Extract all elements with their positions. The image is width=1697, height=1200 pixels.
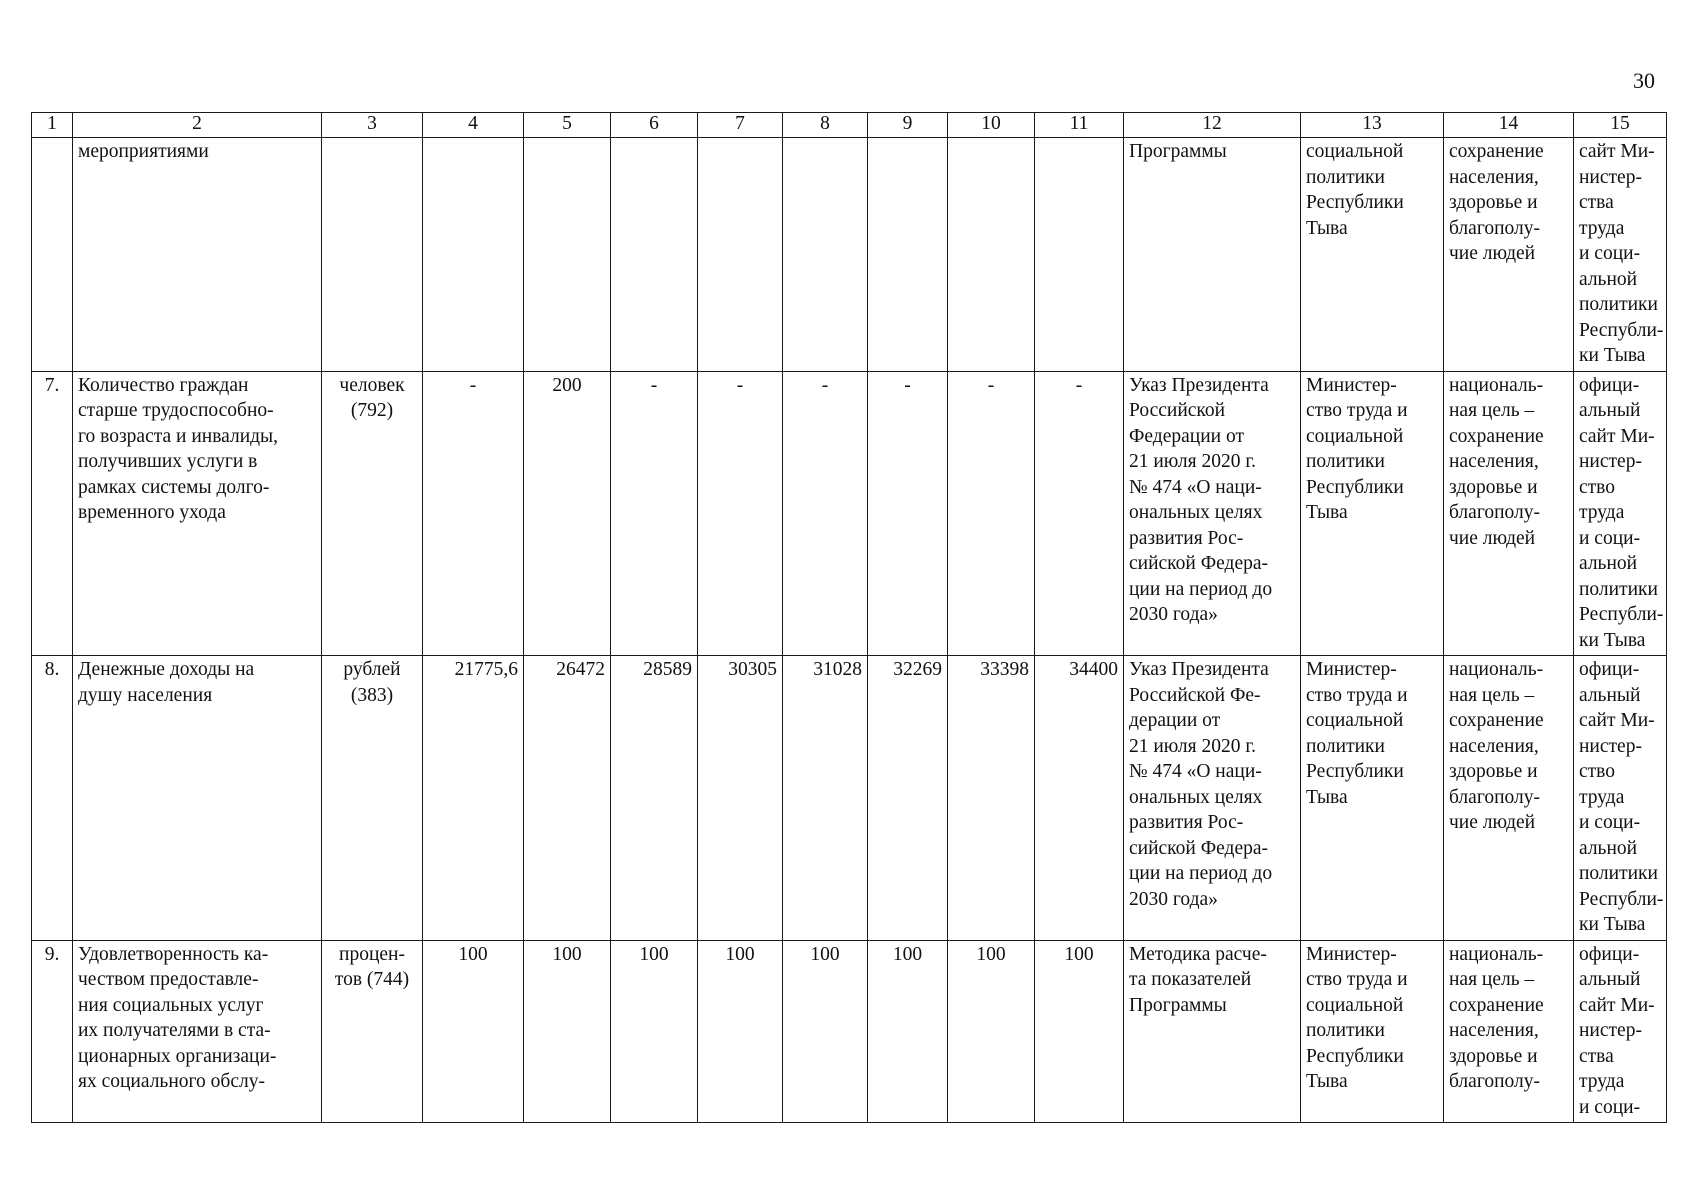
column-header: 10: [948, 113, 1035, 138]
value-cell: [524, 138, 611, 372]
value-cell: -: [611, 371, 698, 656]
column-header: 2: [73, 113, 322, 138]
value-cell: 100: [948, 940, 1035, 1123]
value-cell: -: [948, 371, 1035, 656]
value-cell: -: [698, 371, 783, 656]
value-cell: -: [868, 371, 948, 656]
value-cell: [948, 138, 1035, 372]
column-header: 12: [1124, 113, 1301, 138]
value-cell: [698, 138, 783, 372]
row-number-cell: 7.: [32, 371, 73, 656]
value-cell: 32269: [868, 656, 948, 941]
goal-cell: националь- ная цель – сохранение населения, здоровье и благополу- чие людей: [1444, 371, 1574, 656]
value-cell: 30305: [698, 656, 783, 941]
column-header: 5: [524, 113, 611, 138]
column-header: 11: [1035, 113, 1124, 138]
value-cell: [611, 138, 698, 372]
column-header: 4: [423, 113, 524, 138]
value-cell: 100: [524, 940, 611, 1123]
column-header: 8: [783, 113, 868, 138]
responsible-cell: Министер- ство труда и социальной политики Республики Тыва: [1301, 940, 1444, 1123]
source-cell: офици- альный сайт Ми- нистер- ство труда и соци- альной политики Республи- ки Тыва: [1574, 371, 1667, 656]
indicator-name-cell: мероприятиями: [73, 138, 322, 372]
table-row: [32, 656, 1667, 941]
row-number-cell: [32, 138, 73, 372]
indicator-name-cell: Удовлетворенность ка- чеством предоставле- ния социальных услуг их получателями в ста- ционарных организаци- ях социального обслу-: [73, 940, 322, 1123]
value-cell: 31028: [783, 656, 868, 941]
indicator-name-cell: Денежные доходы на душу населения: [73, 656, 322, 941]
value-cell: [423, 138, 524, 372]
basis-cell: Программы: [1124, 138, 1301, 372]
value-cell: -: [423, 371, 524, 656]
basis-cell: Методика расче- та показателей Программы: [1124, 940, 1301, 1123]
responsible-cell: социальной политики Республики Тыва: [1301, 138, 1444, 372]
value-cell: 100: [698, 940, 783, 1123]
basis-cell: Указ Президента Российской Федерации от 21 июля 2020 г. № 474 «О наци- ональных целях развития Рос- сийской Федера- ции на период до 2030 года»: [1124, 371, 1301, 656]
indicators-table: [31, 112, 1667, 1123]
value-cell: 21775,6: [423, 656, 524, 941]
value-cell: 28589: [611, 656, 698, 941]
column-header: 14: [1444, 113, 1574, 138]
indicator-name-cell: Количество граждан старше трудоспособно- го возраста и инвалиды, получивших услуги в рамках системы долго- временного ухода: [73, 371, 322, 656]
value-cell: 100: [423, 940, 524, 1123]
value-cell: [868, 138, 948, 372]
responsible-cell: Министер- ство труда и социальной политики Республики Тыва: [1301, 656, 1444, 941]
row-number-cell: 8.: [32, 656, 73, 941]
column-header: 15: [1574, 113, 1667, 138]
responsible-cell: Министер- ство труда и социальной политики Республики Тыва: [1301, 371, 1444, 656]
source-cell: офици- альный сайт Ми- нистер- ства труда и соци-: [1574, 940, 1667, 1123]
table-row: [32, 138, 1667, 372]
goal-cell: националь- ная цель – сохранение населения, здоровье и благополу-: [1444, 940, 1574, 1123]
column-header: 1: [32, 113, 73, 138]
table-row: [32, 371, 1667, 656]
table-header-row: [32, 113, 1667, 138]
value-cell: 33398: [948, 656, 1035, 941]
unit-cell: процен- тов (744): [322, 940, 423, 1123]
unit-cell: рублей (383): [322, 656, 423, 941]
value-cell: [1035, 138, 1124, 372]
value-cell: -: [1035, 371, 1124, 656]
column-header: 13: [1301, 113, 1444, 138]
column-header: 6: [611, 113, 698, 138]
value-cell: 26472: [524, 656, 611, 941]
column-header: 9: [868, 113, 948, 138]
column-header: 7: [698, 113, 783, 138]
unit-cell: человек (792): [322, 371, 423, 656]
value-cell: 100: [868, 940, 948, 1123]
value-cell: [783, 138, 868, 372]
value-cell: -: [783, 371, 868, 656]
column-header: 3: [322, 113, 423, 138]
value-cell: 34400: [1035, 656, 1124, 941]
value-cell: 100: [1035, 940, 1124, 1123]
goal-cell: сохранение населения, здоровье и благополу- чие людей: [1444, 138, 1574, 372]
value-cell: 200: [524, 371, 611, 656]
value-cell: 100: [783, 940, 868, 1123]
goal-cell: националь- ная цель – сохранение населения, здоровье и благополу- чие людей: [1444, 656, 1574, 941]
value-cell: 100: [611, 940, 698, 1123]
basis-cell: Указ Президента Российской Фе- дерации от 21 июля 2020 г. № 474 «О наци- ональных целях развития Рос- сийской Федера- ции на период до 2030 года»: [1124, 656, 1301, 941]
table-row: [32, 940, 1667, 1123]
row-number-cell: 9.: [32, 940, 73, 1123]
page-number: 30: [1633, 68, 1655, 93]
source-cell: сайт Ми- нистер- ства труда и соци- альной политики Республи- ки Тыва: [1574, 138, 1667, 372]
unit-cell: [322, 138, 423, 372]
source-cell: офици- альный сайт Ми- нистер- ство труда и соци- альной политики Республи- ки Тыва: [1574, 656, 1667, 941]
